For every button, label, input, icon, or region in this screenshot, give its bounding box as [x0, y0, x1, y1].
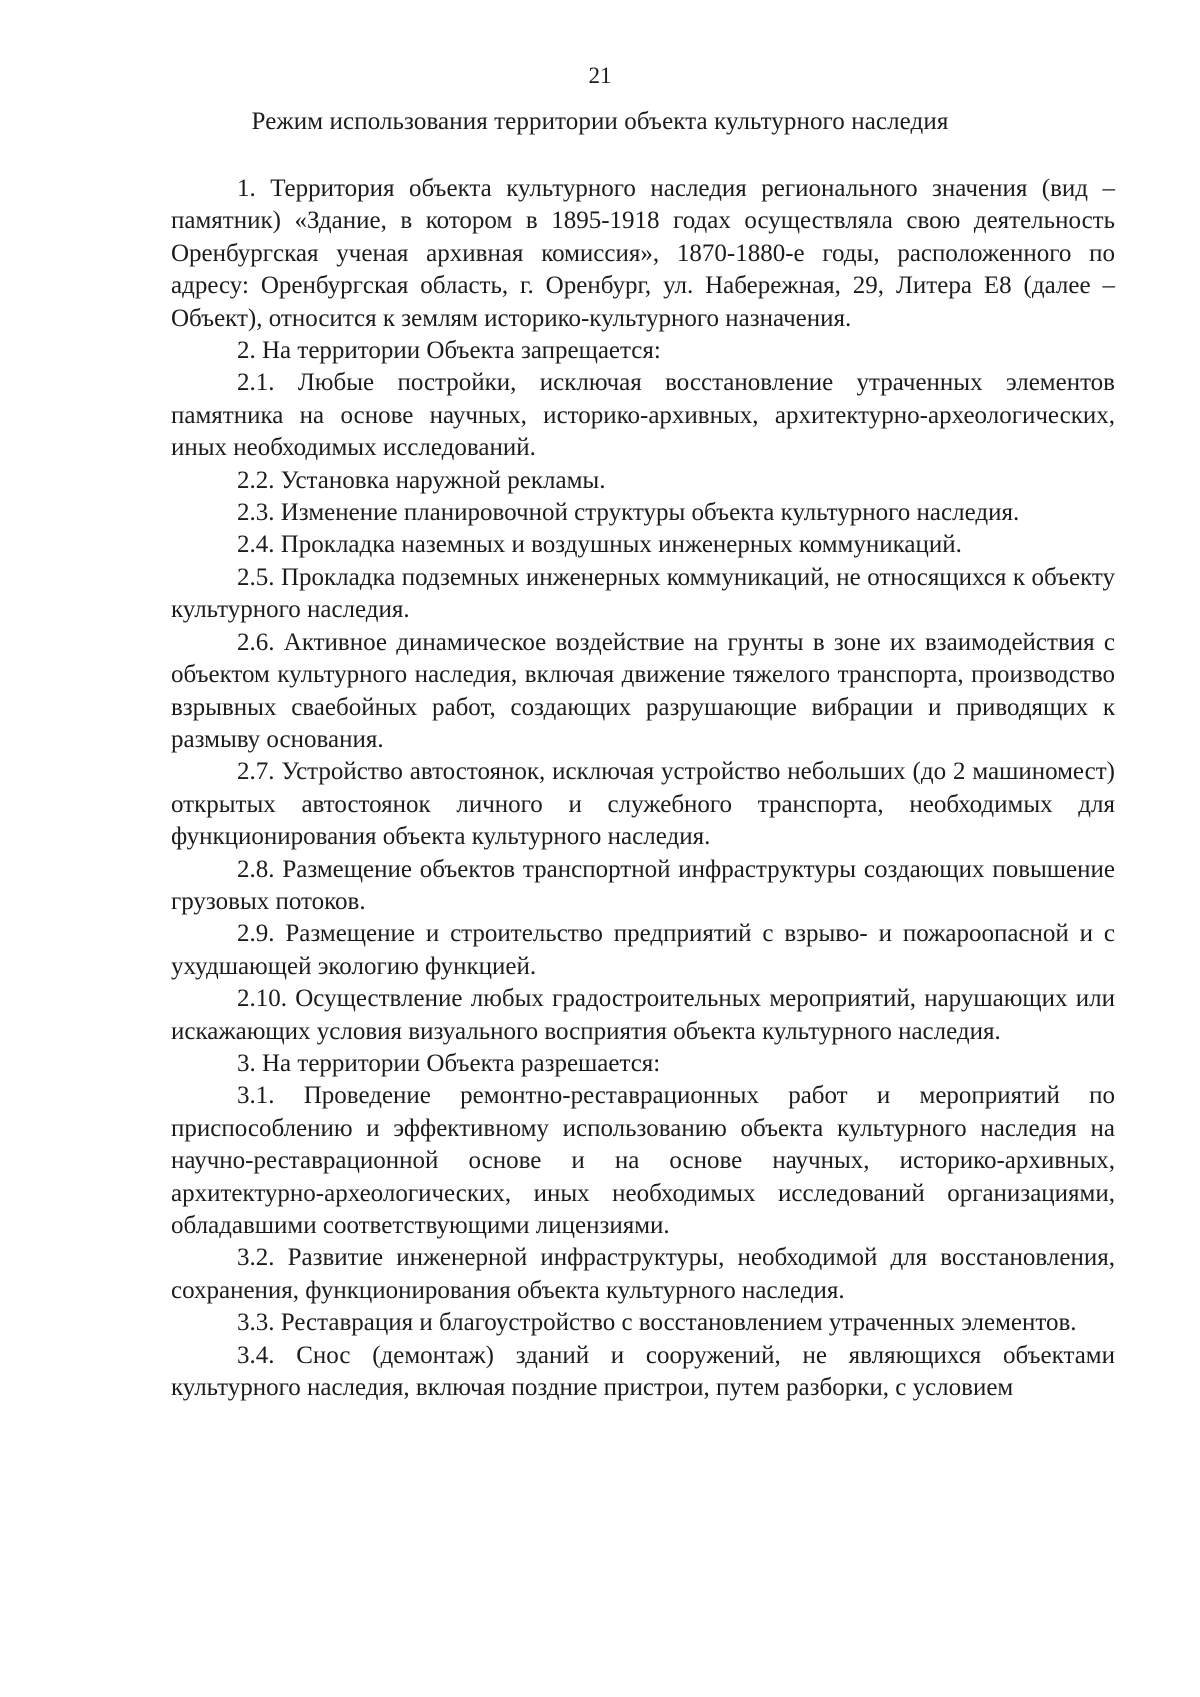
paragraph-1: 1. Территория объекта культурного наследия регионального значения (вид – памятник) «Здание, в котором в 1895-1918 годах осуществляла свою деятельность Оренбургская ученая архивная комиссия», 1870-1880-е годы, расположенного по адресу: Оренбургская область, г. Оренбург, ул. Набережная, 29, Литера Е8 (далее – Объект), относится к землям историко-культурного назначения. — [171, 175, 1115, 332]
paragraph-2: 2. На территории Объекта запрещается: — [237, 337, 661, 365]
paragraph-2-7: 2.7. Устройство автостоянок, исключая устройство небольших (до 2 машиномест) открытых автостоянок личного и служебного транспорта, необходимых для функционирования объекта культурного наследия. — [171, 758, 1115, 851]
paragraph-2-3: 2.3. Изменение планировочной структуры объекта культурного наследия. — [237, 499, 1020, 527]
paragraph-2-2: 2.2. Установка наружной рекламы. — [237, 466, 606, 494]
paragraph-2-4: 2.4. Прокладка наземных и воздушных инженерных коммуникаций. — [237, 531, 962, 559]
paragraph-3-2: 3.2. Развитие инженерной инфраструктуры, необходимой для восстановления, сохранения, функционирования объекта культурного наследия. — [171, 1244, 1115, 1304]
paragraph-3-4: 3.4. Снос (демонтаж) зданий и сооружений, не являющихся объектами культурного наследия, включая поздние пристрои, путем разборки, с условием — [171, 1341, 1115, 1402]
paragraph-2-1: 2.1. Любые постройки, исключая восстановление утраченных элементов памятника на основе научных, историко-архивных, архитектурно-археологических, иных необходимых исследований. — [171, 369, 1115, 462]
paragraph-2-9: 2.9. Размещение и строительство предприятий с взрыво- и пожароопасной и с ухудшающей экологию функцией. — [171, 920, 1115, 980]
paragraph-2-8: 2.8. Размещение объектов транспортной инфраструктуры создающих повышение грузовых потоков. — [171, 855, 1115, 915]
paragraph-2-10: 2.10. Осуществление любых градостроительных мероприятий, нарушающих или искажающих условия визуального восприятия объекта культурного наследия. — [171, 985, 1115, 1045]
paragraph-3: 3. На территории Объекта разрешается: — [237, 1049, 661, 1077]
paragraph-3-1: 3.1. Проведение ремонтно-реставрационных работ и мероприятий по приспособлению и эффективному использованию объекта культурного наследия на научно-реставрационной основе и на основе научных, историко-архивных, архитектурно-археологических, иных необходимых исследований организациями, обладавшими соответствующими лицензиями. — [171, 1082, 1115, 1239]
paragraph-2-6: 2.6. Активное динамическое воздействие на грунты в зоне их взаимодействия с объектом культурного наследия, включая движение тяжелого транспорта, производство взрывных сваебойных работ, создающих разрушающие вибрации и приводящих к размыву основания. — [171, 628, 1115, 753]
document-body — [171, 173, 1115, 1404]
paragraph-2-5: 2.5. Прокладка подземных инженерных коммуникаций, не относящихся к объекту культурного наследия. — [171, 563, 1115, 624]
paragraph-3-3: 3.3. Реставрация и благоустройство с восстановлением утраченных элементов. — [237, 1309, 1077, 1337]
document-title: Режим использования территории объекта культурного наследия — [251, 108, 949, 135]
page-number: 21 — [588, 63, 612, 88]
